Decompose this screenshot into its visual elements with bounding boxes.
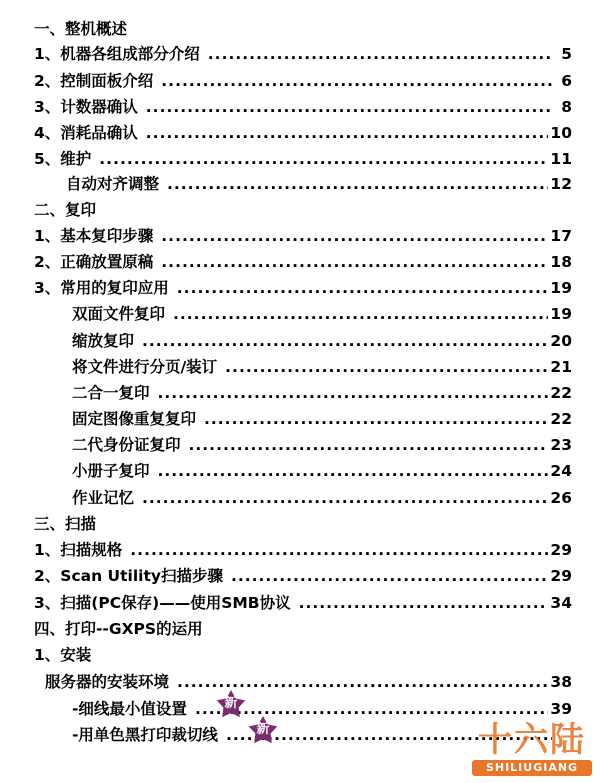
toc-entry-title: 自动对齐调整 [66,175,160,193]
toc-leader-dots [161,250,548,274]
toc-entry-title: 作业记忆 [72,489,135,507]
toc-page-number: 34 [550,594,572,612]
toc-leader-dots [177,276,549,300]
toc-page-number: 29 [550,541,572,559]
toc-page-number: 19 [550,279,572,297]
new-badge [216,689,246,719]
toc-entry[interactable] [34,250,572,274]
toc-page-number: 19 [550,305,572,323]
toc-page-number: 8 [561,98,572,116]
toc-leader-dots [158,381,549,405]
toc-heading[interactable] [34,643,572,667]
toc-entry-title: 三、扫描 [34,515,97,533]
toc-entry[interactable] [72,355,572,379]
toc-leader-dots [146,95,552,119]
toc-entry-title: 2、控制面板介绍 [34,72,154,90]
toc-leader-dots [142,486,548,510]
toc-entry[interactable] [34,538,572,562]
toc-entry-title: 1、基本复印步骤 [34,227,154,245]
toc-entry-title: 双面文件复印 [72,305,166,323]
toc-leader-dots [225,355,548,379]
toc-entry[interactable] [45,670,572,694]
toc-page-number: 22 [550,410,572,428]
toc-page-number: 11 [550,150,572,168]
toc-leader-dots [161,69,552,93]
toc-entry-title: 3、计数器确认 [34,98,138,116]
toc-leader-dots [208,42,552,66]
watermark-logo [472,720,592,778]
toc-entry-title: 二、复印 [34,201,97,219]
toc-leader-dots [299,591,549,615]
toc-entry[interactable] [34,147,572,171]
toc-entry[interactable] [34,276,572,300]
toc-entry-title: 1、扫描规格 [34,541,123,559]
toc-entry[interactable] [72,697,572,721]
toc-page-number: 39 [550,700,572,718]
toc-entry[interactable] [72,302,572,326]
toc-page-number: 17 [550,227,572,245]
toc-entry[interactable] [34,224,572,248]
toc-entry-title: 小册子复印 [72,462,150,480]
toc-page-number: 10 [550,124,572,142]
toc-leader-dots [146,121,549,145]
toc-entry-title: 2、正确放置原稿 [34,253,154,271]
toc-entry[interactable] [66,172,572,196]
toc-page-number: 22 [550,384,572,402]
toc-heading[interactable] [34,17,572,41]
toc-page-number: 26 [550,489,572,507]
toc-entry-title: 3、常用的复印应用 [34,279,169,297]
new-badge-label: 新 [224,696,238,711]
toc-entry[interactable] [34,591,572,615]
toc-leader-dots [99,147,548,171]
toc-leader-dots [204,407,548,431]
toc-heading[interactable] [34,617,572,641]
toc-heading[interactable] [34,512,572,536]
toc-leader-dots [161,224,548,248]
toc-entry-title: 将文件进行分页/装订 [72,358,218,376]
toc-page-number: 24 [550,462,572,480]
toc-entry-title: -细线最小值设置 [72,700,187,718]
toc-entry-title: 5、维护 [34,150,92,168]
toc-leader-dots [173,302,548,326]
new-badge-label: 新 [256,722,270,737]
toc-leader-dots [167,172,548,196]
toc-entry-title: 缩放复印 [72,332,135,350]
toc-page-number: 20 [550,332,572,350]
toc-entry-title: 固定图像重复复印 [72,410,197,428]
toc-entry[interactable] [34,95,572,119]
new-badge [248,715,278,745]
toc-leader-dots [231,564,548,588]
toc-entry-title: 3、扫描(PC保存)——使用SMB协议 [34,594,291,612]
toc-leader-dots [189,433,549,457]
toc-page-number: 5 [561,45,572,63]
toc-entry-title: 2、Scan Utility扫描步骤 [34,567,223,585]
toc-entry-title: 1、机器各组成部分介绍 [34,45,200,63]
toc-entry[interactable] [34,42,572,66]
toc-heading[interactable] [34,198,572,222]
toc-entry-title: 四、打印--GXPS的运用 [34,620,203,638]
toc-entry-title: 二合一复印 [72,384,150,402]
toc-entry[interactable] [34,564,572,588]
toc-entry[interactable] [72,486,572,510]
toc-leader-dots [158,459,549,483]
toc-entry[interactable] [72,433,572,457]
toc-entry-title: 二代身份证复印 [72,436,181,454]
toc-page-number: 6 [561,72,572,90]
toc-page-number: 12 [550,175,572,193]
toc-entry-title: 一、整机概述 [34,20,128,38]
toc-page-number: 18 [550,253,572,271]
logo-text: 十六陆 [478,720,586,760]
toc-entry[interactable] [34,69,572,93]
toc-leader-dots [142,329,548,353]
toc-entry[interactable] [72,407,572,431]
toc-entry[interactable] [34,121,572,145]
toc-entry-title: -用单色黑打印裁切线 [72,726,218,744]
toc-leader-dots [130,538,548,562]
toc-page-number: 38 [550,673,572,691]
toc-entry[interactable] [72,459,572,483]
toc-page-number: 21 [550,358,572,376]
logo-subtitle: SHILIUGIANG [472,760,592,776]
toc-page-number: 29 [550,567,572,585]
toc-page-number: 23 [550,436,572,454]
toc-entry[interactable] [72,329,572,353]
toc-entry-title: 服务器的安装环境 [45,673,170,691]
toc-entry-title: 1、安装 [34,646,92,664]
toc-entry-title: 4、消耗品确认 [34,124,138,142]
toc-entry[interactable] [72,381,572,405]
